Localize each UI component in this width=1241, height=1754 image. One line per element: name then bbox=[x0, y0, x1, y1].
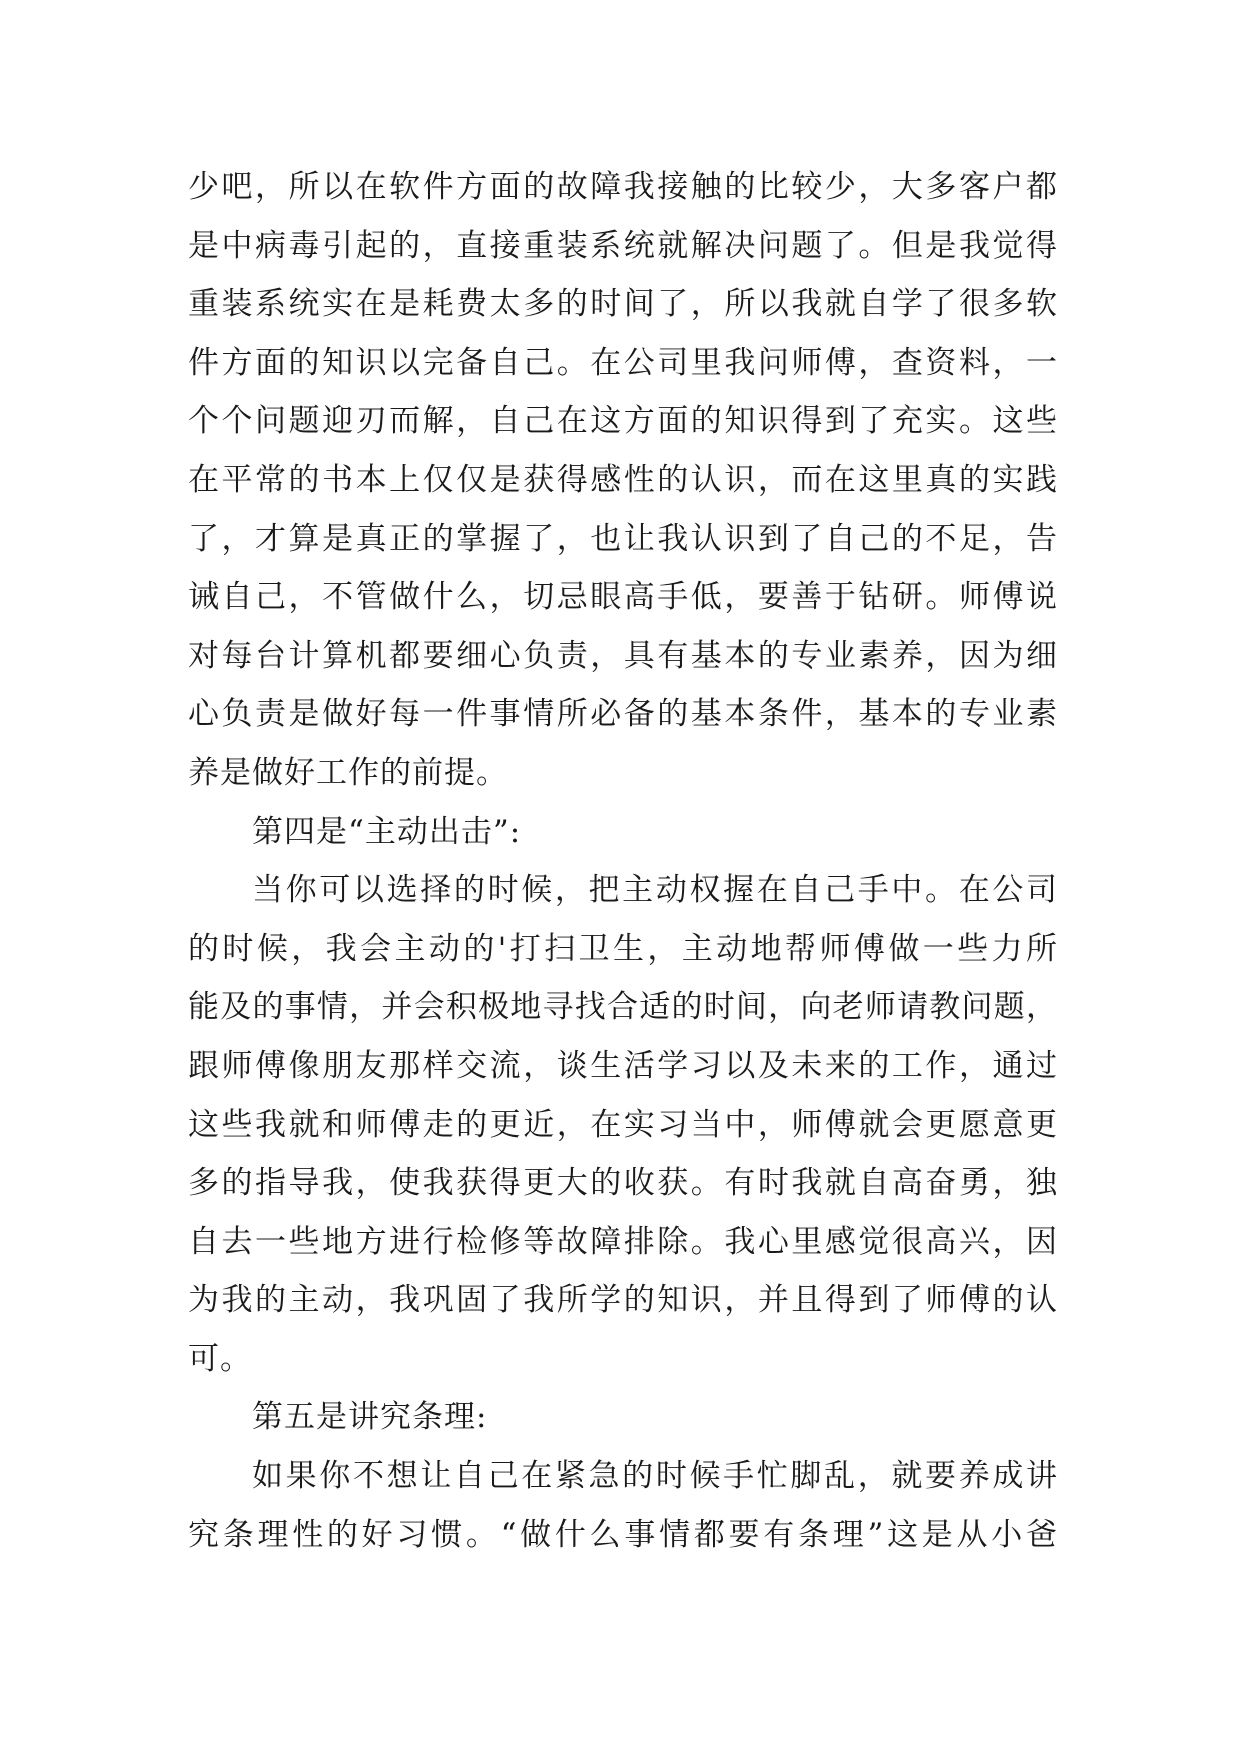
text-line: 的时候，我会主动的'打扫卫生，主动地帮师傅做一些力所 bbox=[188, 930, 1058, 967]
text-line: 当你可以选择的时候，把主动权握在自己手中。在公司 bbox=[252, 872, 1058, 909]
text-line: 多的指导我，使我获得更大的收获。有时我就自高奋勇，独 bbox=[188, 1165, 1058, 1202]
text-line: 重装系统实在是耗费太多的时间了，所以我就自学了很多软 bbox=[188, 286, 1058, 323]
text-line: 对每台计算机都要细心负责，具有基本的专业素养，因为细 bbox=[188, 637, 1058, 674]
text-line: 自去一些地方进行检修等故障排除。我心里感觉很高兴，因 bbox=[188, 1223, 1058, 1260]
section-heading: 第五是讲究条理: bbox=[252, 1399, 488, 1436]
section-heading: 第四是“主动出击”: bbox=[252, 813, 522, 850]
text-line: 究条理性的好习惯。“做什么事情都要有条理”这是从小爸 bbox=[188, 1516, 1058, 1553]
text-line: 可。 bbox=[188, 1340, 252, 1377]
text-line: 能及的事情，并会积极地寻找合适的时间，向老师请教问题， bbox=[188, 989, 1058, 1026]
text-line: 了，才算是真正的掌握了，也让我认识到了自己的不足，告 bbox=[188, 520, 1058, 557]
text-line: 养是做好工作的前提。 bbox=[188, 754, 508, 791]
text-line: 件方面的知识以完备自己。在公司里我问师傅，查资料，一 bbox=[188, 344, 1058, 381]
text-line: 跟师傅像朋友那样交流，谈生活学习以及未来的工作，通过 bbox=[188, 1047, 1058, 1084]
text-line: 个个问题迎刃而解，自己在这方面的知识得到了充实。这些 bbox=[188, 403, 1058, 440]
text-line: 心负责是做好每一件事情所必备的基本条件，基本的专业素 bbox=[188, 696, 1058, 733]
text-line: 在平常的书本上仅仅是获得感性的认识，而在这里真的实践 bbox=[188, 461, 1058, 498]
text-line: 如果你不想让自己在紧急的时候手忙脚乱，就要养成讲 bbox=[252, 1458, 1058, 1495]
text-line: 为我的主动，我巩固了我所学的知识，并且得到了师傅的认 bbox=[188, 1282, 1058, 1319]
text-line: 诫自己，不管做什么，切忌眼高手低，要善于钻研。师傅说 bbox=[188, 579, 1058, 616]
text-line: 少吧，所以在软件方面的故障我接触的比较少，大多客户都 bbox=[188, 169, 1058, 205]
text-line: 是中病毒引起的，直接重装系统就解决问题了。但是我觉得 bbox=[188, 227, 1058, 264]
document-body bbox=[188, 158, 1058, 1564]
text-line: 这些我就和师傅走的更近，在实习当中，师傅就会更愿意更 bbox=[188, 1106, 1058, 1143]
